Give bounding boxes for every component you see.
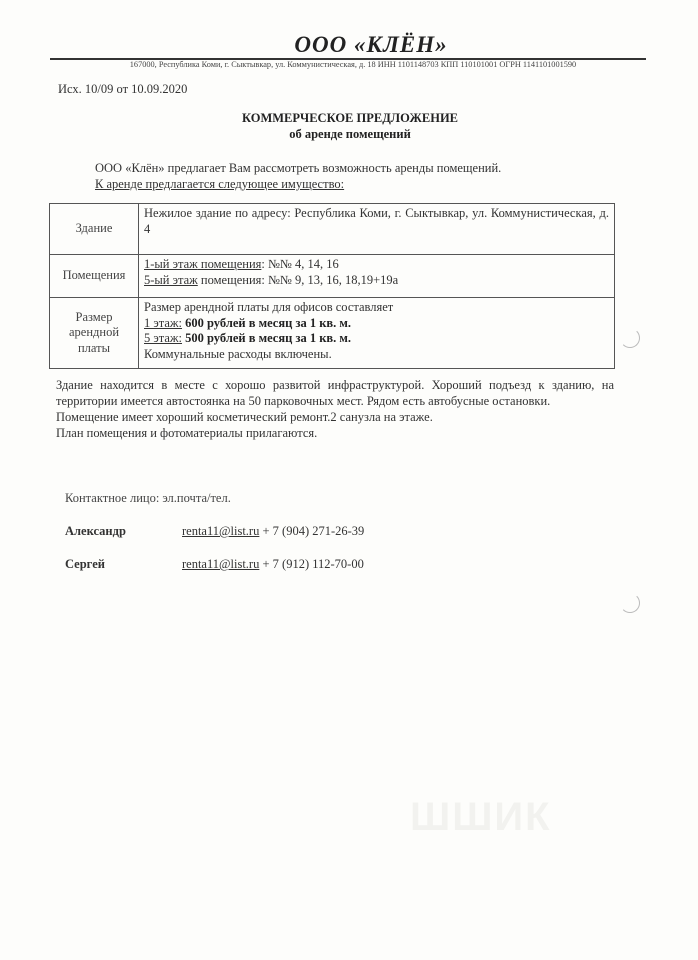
premises-floor5-rest: помещения: №№ 9, 13, 16, 18,19+19а [197,272,399,287]
contact-phone: + 7 (904) 271-26-39 [259,524,365,538]
document-title-main: КОММЕРЧЕСКОЕ ПРЕДЛОЖЕНИЕ [241,111,459,125]
intro-property-heading: К аренде предлагается следующее имущество: [95,177,345,191]
premises-floor1 [144,257,609,273]
document-title-sub: об аренде помещений [289,127,411,141]
description [56,377,614,441]
rent-floor1 [144,316,609,332]
contact-row [65,557,364,572]
contact-row [65,524,364,539]
premises-label: Помещения [50,255,139,298]
description-renovation: Помещение имеет хороший косметический ремонт.2 санузла на этаже. [56,410,433,424]
punch-hole-mark [620,593,640,613]
contact-name: Сергей [65,557,105,571]
rent-floor1-price: 600 рублей в месяц за 1 кв. м. [185,315,352,330]
rent-value [139,298,615,369]
premises-floor1-prefix: 1-ый этаж [144,257,198,271]
intro [95,160,501,192]
premises-floor1-mid: помещения [197,257,262,271]
building-label: Здание [50,204,139,255]
contact-email-link[interactable]: renta11@list.ru [182,557,260,571]
premises-floor1-rest: : №№ 4, 14, 16 [261,257,339,271]
outgoing-number: Исх. 10/09 от 10.09.2020 [58,82,188,96]
contact-name: Александр [65,524,126,538]
rent-label-line: платы [77,340,110,355]
premises-value [139,255,615,298]
contact-email-link[interactable]: renta11@list.ru [182,524,260,538]
rent-intro: Размер арендной платы для офисов составляет [144,300,394,314]
faint-watermark: ШШИК [410,795,552,839]
document-title [200,110,500,142]
company-name: ООО «КЛЁН» [294,32,448,57]
table-row-premises [50,255,615,298]
rent-floor5-price: 500 рублей в месяц за 1 кв. м. [185,331,352,345]
rent-floor5-prefix: 5 этаж: [144,331,183,345]
rent-floor1-prefix: 1 этаж: [144,315,183,330]
offer-table [49,203,615,369]
rent-floor5 [144,331,609,347]
description-infrastructure: Здание находится в месте с хорошо развитой инфраструктурой. Хороший подъезд к зданию, на территории имеется автостоянка на 50 парковочных мест. Рядом есть автобусные остановки. [56,378,614,408]
rent-label-line: Размер [75,309,113,324]
rent-label-line: арендной [68,325,120,340]
building-value: Нежилое здание по адресу: Республика Коми, г. Сыктывкар, ул. Коммунистическая, д. 4 [139,204,615,255]
contact-phone: + 7 (912) 112-70-00 [259,557,364,571]
table-row-building [50,204,615,255]
intro-line: ООО «Клён» предлагает Вам рассмотреть возможность аренды помещений. [95,161,502,175]
punch-hole-mark [620,328,640,348]
company-requisites: 167000, Республика Коми, г. Сыктывкар, ул. Коммунистическая, д. 18 ИНН 1101148703 КПП 110101001 ОГРН 1141101001590 [129,60,577,69]
table-row-rent [50,298,615,369]
premises-floor5 [144,273,609,289]
premises-floor5-prefix: 5-ый этаж [144,272,198,287]
description-attachments: План помещения и фотоматериалы прилагаются. [56,426,318,440]
rent-label [50,298,139,369]
rent-utilities: Коммунальные расходы включены. [144,346,332,361]
contacts-title: Контактное лицо: эл.почта/тел. [65,491,231,505]
